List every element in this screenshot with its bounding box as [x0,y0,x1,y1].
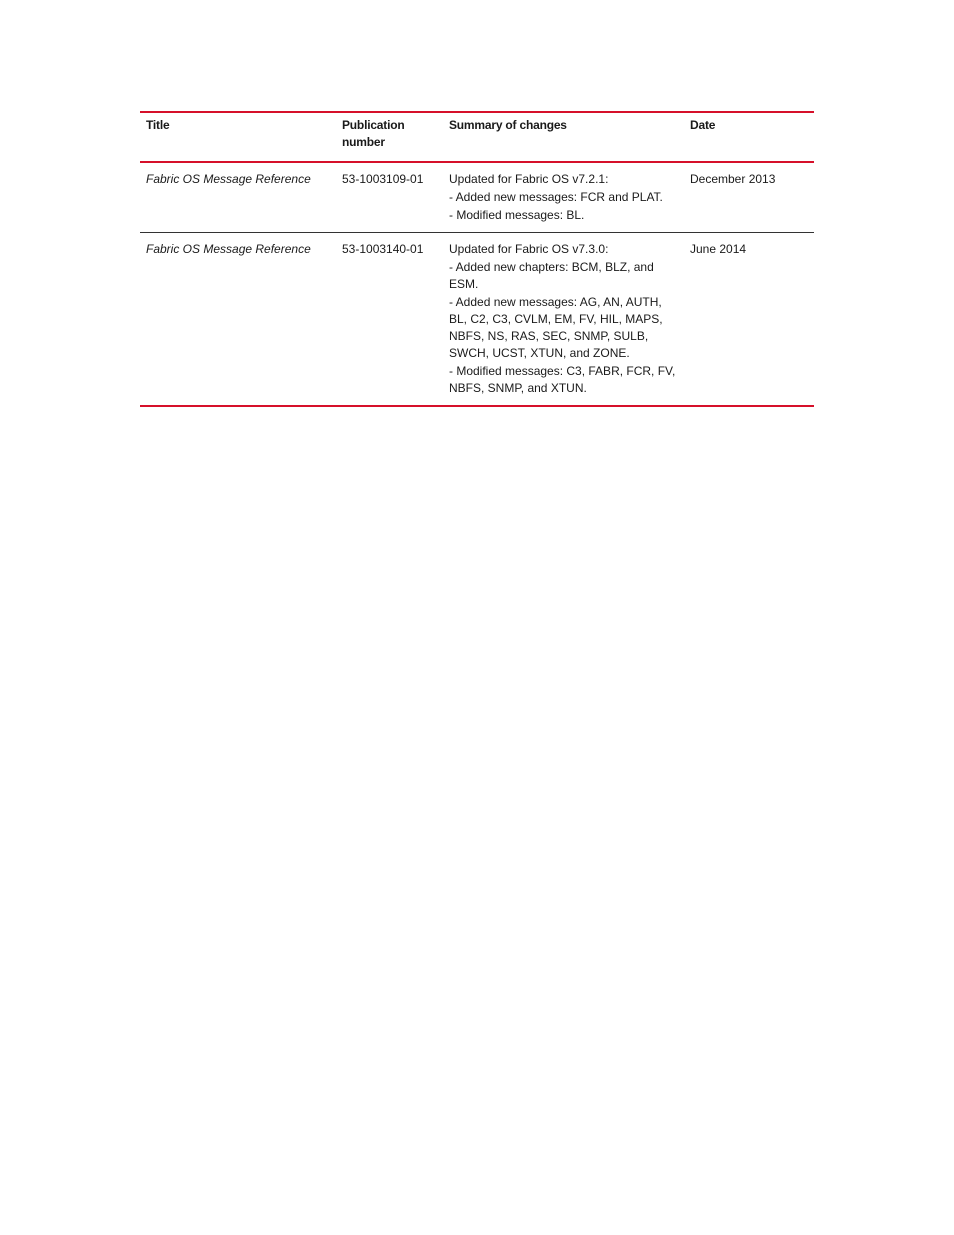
table-body [140,162,814,406]
document-title: Fabric OS Message Reference [146,172,311,186]
header-summary: Summary of changes [449,118,567,132]
cell-summary [443,233,684,407]
revision-history-table [140,111,814,407]
summary-line: Updated for Fabric OS v7.2.1: [449,172,609,186]
cell-date: June 2014 [690,242,747,256]
cell-title [140,162,336,233]
summary-line: - Added new messages: AG, AN, AUTH, BL, C2, C3, CVLM, EM, FV, HIL, MAPS, NBFS, NS, RAS, SEC, SNMP, SULB, SWCH, UCST, XTUN, and ZONE. [449,295,663,360]
summary-line: Updated for Fabric OS v7.3.0: [449,242,609,256]
cell-publication-number: 53-1003140-01 [342,242,424,256]
summary-line: - Added new messages: FCR and PLAT. [449,190,663,204]
cell-date: December 2013 [690,172,776,186]
table-row [140,162,814,233]
header-row [140,112,814,162]
header-title: Title [146,118,170,132]
document-title: Fabric OS Message Reference [146,242,311,256]
summary-line: - Modified messages: BL. [449,208,585,222]
summary-line: - Added new chapters: BCM, BLZ, and ESM. [449,260,654,291]
cell-title [140,233,336,407]
cell-publication-number: 53-1003109-01 [342,172,424,186]
header-date: Date [690,118,716,132]
cell-summary [443,162,684,233]
table-header [140,112,814,162]
table-row [140,233,814,407]
header-publication-number: Publication number [342,118,405,149]
summary-line: - Modified messages: C3, FABR, FCR, FV, NBFS, SNMP, and XTUN. [449,364,676,395]
